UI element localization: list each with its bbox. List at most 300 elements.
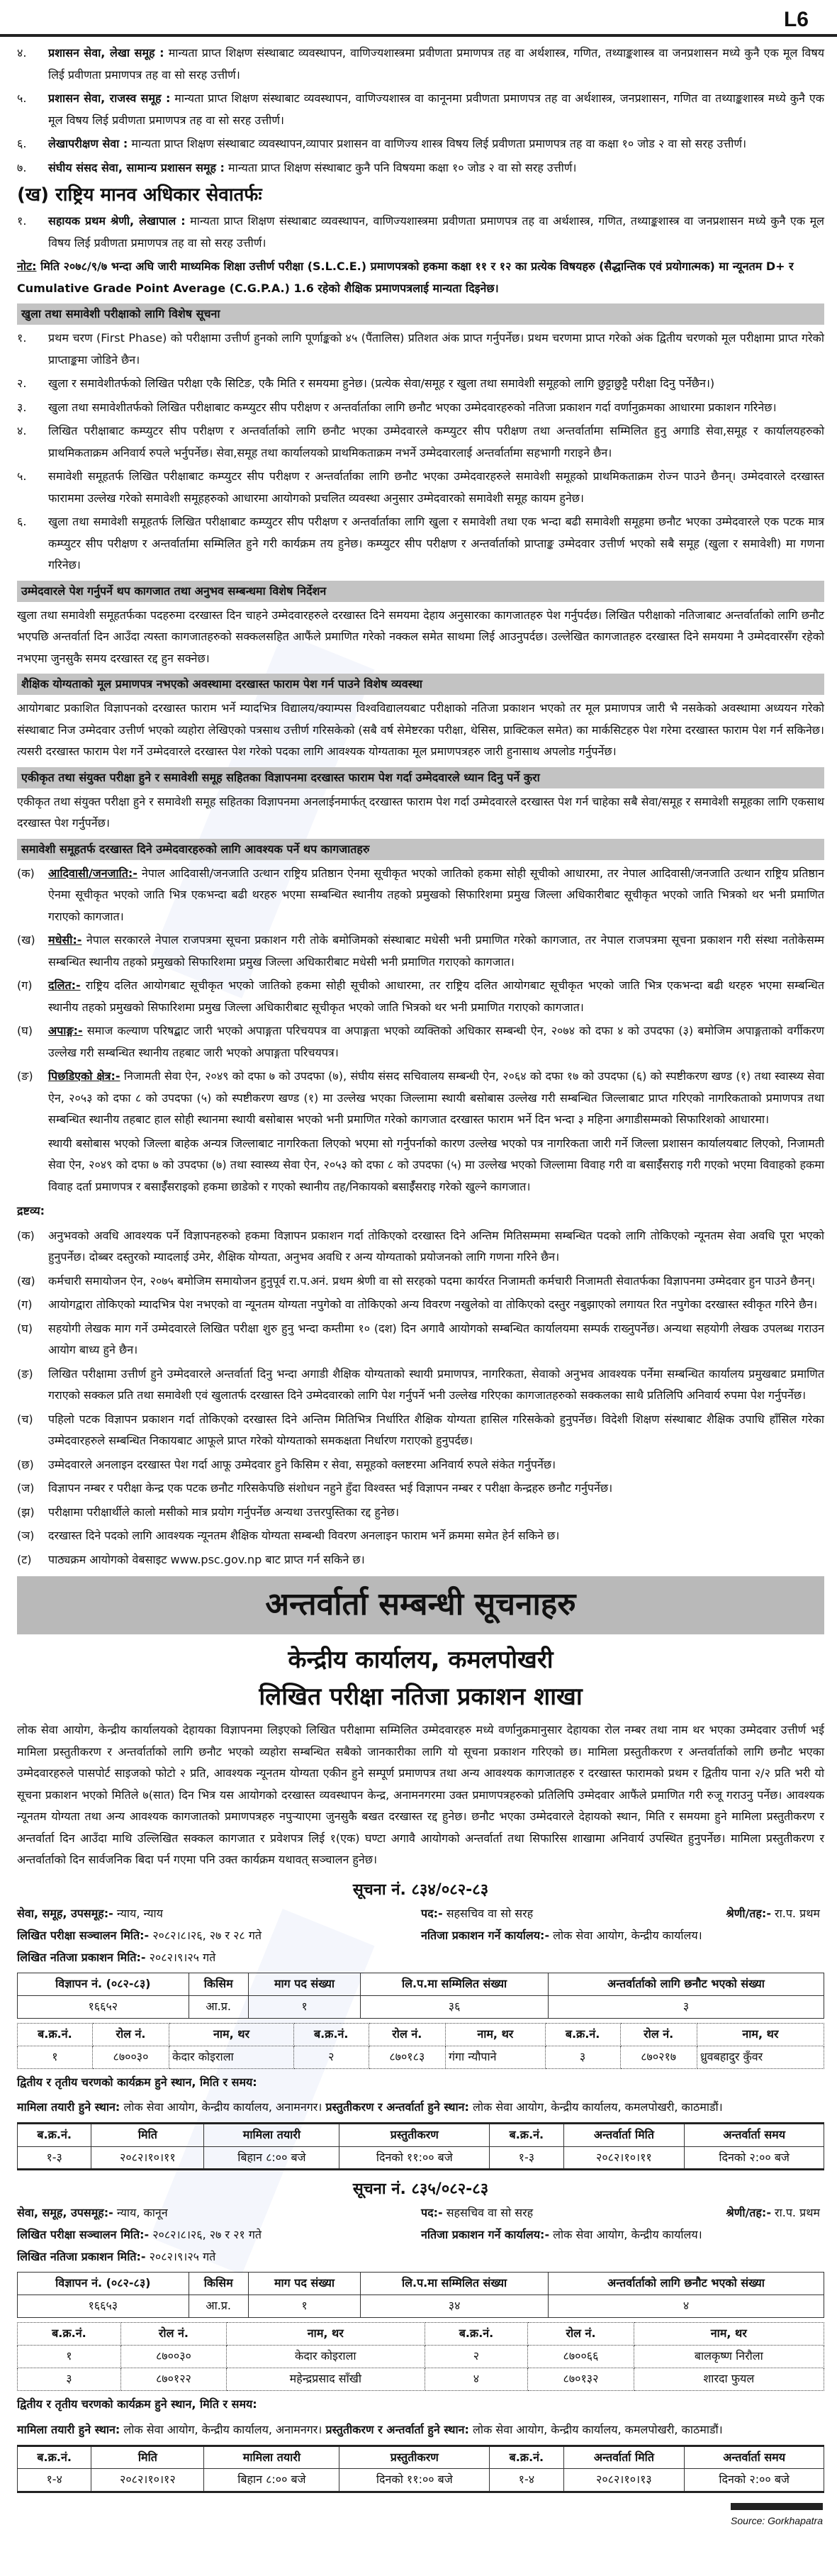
table-header-row [18, 2446, 824, 2469]
item-body: परीक्षामा परीक्षार्थीले कालो मसीको मात्र प्रयोग गर्नुपर्नेछ अन्यथा उत्तरपुस्तिका रद्द हुनेछ। [48, 1505, 400, 1519]
meta-label: सेवा, समूह, उपसमूह:- [17, 2206, 113, 2219]
section-bar: उम्मेदवारले पेश गर्नुपर्ने थप कागजात तथा अनुभव सम्बन्धमा विशेष निर्देशन [17, 581, 824, 602]
source-text: Source: Gorkhapatra [731, 2514, 823, 2526]
table-row [18, 2295, 824, 2318]
column-header: लि.प.मा सम्मिलित संख्या [361, 1973, 549, 1995]
candidates-table [17, 2023, 824, 2069]
paragraph: खुला तथा समावेशी समूहतर्फका पदहरुमा दरखास्त दिन चाहने उम्मेदवारहरुले दरखास्त दिने समयमा देहाय अनुसारका कागजातहरु पेश गर्नुपर्दछ। लिखित परीक्षाको नतिजाबाट अन्तर्वार्ताको लागि छनौट भएपछि अन्तर्वार्ता दिन आउँदा त्यस्ता कागजातहरुको सक्कलसहित आफैंले प्रमाणित गरेको नक्कल समेत साथमा लिई आउनुपर्दछ। उल्लेखित कागजातहरु दरखास्त दिने समयमा नै उम्मेदवारसँग रहेको नभएमा जुनसुकै समय दरखास्त रद्द हुन सक्नेछ। [17, 608, 824, 665]
table-cell: ३६ [361, 1995, 549, 2018]
item-text [48, 1318, 824, 1361]
item-number: ४. [17, 46, 27, 60]
schedule-table [17, 2122, 824, 2170]
table-cell: आ.प्र. [189, 1995, 248, 2018]
item-body: लिखित परीक्षामा उत्तीर्ण हुने उम्मेदवारले अन्तर्वार्ता दिनु भन्दा अगाडी शैक्षिक योग्यताको स्थायी प्रमाणपत्र, नागरिकता, सेवाको अनुभव आवश्यक पर्नेमा सम्बन्धित कार्यालय प्रमुखबाट प्रमाणित गराएको सक्कल प्रति तथा समावेशी एवं खुलातर्फ दरखास्त दिने उम्मेदवारको लागि पेश गर्नुपर्ने भनी उल्लेख गरिएका कागजातहरुको सक्कलका साथै प्रतिलिपि अनिवार्य रुपमा पेश गर्नुपर्नेछ। [48, 1366, 824, 1402]
item-text [48, 1364, 824, 1407]
column-header: रोल नं. [620, 2023, 697, 2046]
meta-field [17, 2224, 421, 2246]
list-item [17, 466, 824, 509]
venue-label: प्रस्तुतीकरण र अन्तर्वार्ता हुने स्थान: [325, 2100, 469, 2114]
source-credit [17, 2502, 824, 2527]
column-header: ब.क्र.नं. [18, 2323, 121, 2346]
table-cell: गंगा न्यौपाने [445, 2046, 545, 2068]
list-item [17, 397, 824, 419]
item-lead: प्रशासन सेवा, राजस्व समूह : [48, 91, 171, 105]
item-body: मान्यता प्राप्त शिक्षण संस्थाबाट व्यवस्थापन, वाणिज्यशास्त्रमा प्रवीणता प्रमाणपत्र तह वा अर्थशास्त्र, गणित, तथ्याङ्कशास्त्र वा जनप्रशासन मध्ये कुनै एक मूल विषय लिई प्रवीणता प्रमाणपत्र तह वा सो सरह उत्तीर्ण। [48, 214, 824, 250]
table-cell: २०८२।१०।११ [91, 2146, 204, 2170]
column-header: रोल नं. [120, 2323, 226, 2346]
remarks-heading: द्रष्टव्य: [17, 1204, 45, 1217]
item-text [48, 420, 824, 464]
table-cell: १-३ [18, 2146, 91, 2170]
column-header: मिति [91, 2446, 204, 2469]
item-text [48, 1549, 824, 1571]
special-notice-list [17, 328, 824, 576]
notices [17, 1878, 824, 2493]
table-cell: ४ [425, 2368, 528, 2391]
branch-heading: लिखित परीक्षा नतिजा प्रकाशन शाखा [259, 1683, 583, 1711]
list-item [17, 1549, 824, 1571]
item-body: मान्यता प्राप्त शिक्षण संस्थाबाट व्यवस्थापन, वाणिज्यशास्त्र वा कानूनमा प्रवीणता प्रमाणपत्र तह वा अर्थशास्त्र, जनप्रशासन, गणित वा तथ्याङ्कशास्त्र मध्ये कुनै एक मूल विषय लिई प्रवीणता प्रमाणपत्र तह वा सो सरह उत्तीर्ण। [48, 91, 825, 127]
venue-value: लोक सेवा आयोग, केन्द्रीय कार्यालय, अनामनगर। [120, 2100, 322, 2114]
meta-value: न्याय, कानून [113, 2206, 168, 2219]
column-header: अन्तर्वार्ता समय [685, 2124, 824, 2147]
item-number: १. [17, 214, 27, 228]
notice-block [17, 2178, 824, 2493]
meta-field [421, 1902, 704, 1924]
column-header: मामिला तयारी [204, 2124, 339, 2147]
item-body: लिखित परीक्षाबाट कम्प्युटर सीप परीक्षण र अन्तर्वार्ताको लागि छनौट भएका उम्मेदवारले कम्प्युटर सीप परीक्षण तथा अन्तर्वार्तामा सम्मिलित हुनु अगाडि सेवा,समूह र कार्यालयहरुको प्राथमिकताक्रम अनिवार्य रुपले भर्नुपर्नेछ। सेवा,समूह तथा कार्यालयको प्राथमिकताक्रम नभर्ने उम्मेदवारलाई अन्तर्वार्तामा सहभागी गराइने छैन। [48, 424, 824, 459]
venue-label: मामिला तयारी हुने स्थान: [17, 2422, 120, 2436]
column-header: प्रस्तुतीकरण [339, 2446, 490, 2469]
page-header [0, 0, 837, 37]
table-header-row [18, 2124, 824, 2147]
table-cell: ध्रुवबहादुर कुँवर [697, 2046, 824, 2068]
table-cell: १ [18, 2046, 93, 2068]
meta-label: श्रेणी/तह:- [726, 1906, 771, 1920]
source-bar [731, 2503, 823, 2510]
column-header: मिति [91, 2124, 204, 2147]
list-item [17, 1409, 824, 1452]
column-header: नाम, थर [697, 2023, 824, 2046]
item-body: अनुभवको अवधि आवश्यक पर्ने विज्ञापनहरुको हकमा विज्ञापन प्रकाशन गर्दा तोकिएको दरखास्त दिने अन्तिम मितिसम्ममा सम्बन्धित पदको लागि तोकिएको न्यूनतम सेवा अवधि पूरा भएको हुनुपर्नेछ। दोब्बर दस्तुरको म्यादलाई उमेर, शैक्षिक योग्यता, अनुभव अवधि र अन्य योग्यताको प्रयोजनको लागि गणना गरिने छैन। [48, 1228, 824, 1264]
table-cell: ३ [545, 2046, 620, 2068]
item-body: खुला र समावेशीतर्फको लिखित परीक्षा एकै सिटिङ, एकै मिति र समयमा हुनेछ। (प्रत्येक सेवा/समूह र खुला तथा समावेशी समूहको लागि छुट्टाछुट्टै परीक्षा दिनु पर्नेछैन।) [48, 377, 715, 390]
table-cell: २०८२।१०।१२ [91, 2469, 204, 2492]
item-lead: आदिवासी/जनजाति:- [48, 866, 137, 880]
column-header: ब.क्र.नं. [18, 2023, 93, 2046]
item-number: ६. [17, 137, 27, 150]
summary-table [17, 1973, 824, 2019]
venue-label: मामिला तयारी हुने स्थान: [17, 2100, 120, 2114]
item-text [48, 1294, 824, 1316]
item-text [48, 373, 824, 395]
table-cell: १६६५३ [18, 2295, 189, 2318]
list-item [17, 1294, 824, 1316]
list-item [17, 328, 824, 371]
item-number: १. [17, 331, 27, 345]
table-cell: १६६५२ [18, 1995, 189, 2018]
list-item [17, 1502, 824, 1524]
item-number: ६. [17, 515, 27, 528]
item-text [48, 511, 824, 576]
item-number: (च) [17, 1412, 33, 1426]
item-body: खुला तथा समावेशीतर्फको लिखित परीक्षाबाट कम्प्युटर सीप परीक्षण र अन्तर्वार्ताका लागि छनौट भएका उम्मेदवारहरुको नतिजा प्रकाशन गर्दा वर्णानुक्रमका आधारमा प्रकाशन गरिनेछ। [48, 400, 777, 414]
notice-title: सूचना नं. ८३४/०८२-८३ [352, 1880, 489, 1899]
item-body: समाज कल्याण परिषद्बाट जारी भएको अपाङ्गता परिचयपत्र वा अपाङ्गता भएको व्यक्तिको अधिकार सम्बन्धी ऐन, २०७४ को दफा ४ को उपदफा (३) बमोजिम अपाङ्गताको वर्गीकरण उल्लेख गरी सम्बन्धित स्थानीय तहबाट जारी भएको अपाङ्गता परिचयपत्र। [48, 1024, 824, 1059]
item-body: राष्ट्रिय दलित आयोगबाट सूचीकृत भएको जातिको हकमा सोही सूचीको आधारमा, तर राष्ट्रिय दलित आयोगबाट सूचीकृत भएको जाति भित्र एकभन्दा बढी थरहरु भएमा सम्बन्धित स्थानीय तहको प्रमुखको सिफारिशमा प्रमुख जिल्ला अधिकारीबाट सूचीकृत भएको जाति भित्रको थर भनी प्रमाणित गराएको कागजात। [48, 978, 824, 1014]
table-header-row [18, 2323, 824, 2346]
paragraph: एकीकृत तथा संयुक्त परीक्षा हुने र समावेशी समूह सहितका विज्ञापनमा अनलाईनमार्फत् दरखास्त फाराम पेश गर्दा उम्मेदवारले दरखास्त पेश गर्न चाहेका सबै सेवा/समूह र समावेशी समूहका लागि एकसाथ दरखास्त पेश गर्नुपर्नेछ। [17, 794, 824, 830]
meta-value: रा.प. प्रथम [770, 1906, 820, 1920]
item-text [48, 1020, 824, 1064]
notice-meta [17, 1902, 824, 1968]
item-number: (ट) [17, 1552, 32, 1566]
item-text [48, 1066, 824, 1131]
table-cell: २ [425, 2346, 528, 2368]
item-lead: पिछडिएको क्षेत्र:- [48, 1069, 120, 1083]
meta-label: पद:- [421, 1906, 443, 1920]
table-cell: २०८२।१०।११ [563, 2146, 685, 2170]
meta-label: नतिजा प्रकाशन गर्ने कार्यालय:- [421, 1928, 550, 1942]
table-cell: केदार कोइराला [169, 2046, 294, 2068]
item-text [48, 466, 824, 509]
column-header: ब.क्र.नं. [18, 2446, 91, 2469]
table-header-row [18, 1973, 824, 1995]
schedule-heading: द्वितीय र तृतीय चरणको कार्यक्रम हुने स्थान, मिति र समय: [17, 2075, 257, 2089]
table-cell: दिनको २:०० बजे [685, 2146, 824, 2170]
item-text [48, 1525, 824, 1547]
column-header: अन्तर्वार्ताको लागि छनौट भएको संख्या [548, 2273, 824, 2295]
note-label: नोट: [17, 260, 37, 273]
meta-value: २०८२।८।२६, २७ र २१ गते [149, 2228, 262, 2241]
meta-field [704, 2202, 824, 2224]
page-tag: L6 [783, 8, 809, 31]
column-header: नाम, थर [445, 2023, 545, 2046]
meta-field [704, 1902, 824, 1924]
meta-value: सहसचिव वा सो सरह [442, 2206, 534, 2219]
list-item [17, 863, 824, 928]
section-heading: (ख) राष्ट्रिय मानव अधिकार सेवातर्फः [17, 184, 262, 206]
column-header: प्रस्तुतीकरण [339, 2124, 490, 2147]
item-text [48, 930, 824, 973]
item-number: २. [17, 377, 27, 390]
item-body: समावेशी समूहतर्फ लिखित परीक्षाबाट कम्प्युटर सीप परीक्षण र अन्तर्वार्ताका लागि छनौट भएका उम्मेदवारहरुले समावेशी समूहको प्राथमिकताक्रम रोज्न पाउने छैनन्। उम्मेदवारले दरखास्त फाराममा उल्लेख गरेको समावेशी समूहहरुको आधारमा आयोगको प्रचलित व्यवस्था अनुसार उम्मेदवारको समावेशी समूह कायम हुनेछ। [48, 469, 824, 505]
item-number: (छ) [17, 1457, 34, 1471]
table-cell: शारदा फुयल [634, 2368, 824, 2391]
table-cell: १-४ [490, 2469, 563, 2492]
meta-field [17, 1946, 421, 1968]
item-number: (ङ) [17, 1366, 33, 1381]
list-item [17, 211, 824, 254]
table-cell: १ [248, 2295, 360, 2318]
item-body: सहयोगी लेखक माग गर्ने उम्मेदवारले लिखित परीक्षा शुरु हुनु भन्दा कम्तीमा १० (दश) दिन अगावै आयोगको सम्बन्धित कार्यालयमा सम्पर्क राख्नुपर्नेछ। अन्यथा सहयोगी लेखक उपलब्ध गराउन आयोग बाध्य हुने छैन। [48, 1321, 824, 1356]
item-body: मान्यता प्राप्त शिक्षण संस्थाबाट व्यवस्थापन, वाणिज्यशास्त्रमा प्रवीणता प्रमाणपत्र तह वा अर्थशास्त्र, गणित, तथ्याङ्कशास्त्र वा जनप्रशासन मध्ये कुनै एक मूल विषय लिई प्रवीणता प्रमाणपत्र तह वा सो सरह उत्तीर्ण। [48, 46, 824, 82]
item-text [48, 43, 824, 86]
item-text [48, 1454, 824, 1476]
list-item [17, 88, 824, 131]
table-cell: महेन्द्रप्रसाद साँखी [227, 2368, 425, 2391]
item-body: दरखास्त दिने पदको लागि आवश्यक न्यूनतम शैक्षिक योग्यता सम्बन्धी विवरण अनलाइन फाराम भर्ने क्रममा समेत हेर्न सकिने छ। [48, 1529, 560, 1542]
column-header: माग पद संख्या [248, 2273, 360, 2295]
table-cell: बालकृष्ण निरौला [634, 2346, 824, 2368]
item-text [48, 1478, 824, 1500]
column-header: अन्तर्वार्ता मिति [563, 2124, 685, 2147]
candidate-row [18, 2346, 824, 2368]
meta-value: २०८२।९।२५ गते [145, 1950, 216, 1964]
note [17, 256, 824, 299]
table-cell: ३४ [361, 2295, 549, 2318]
item-number: (ग) [17, 978, 33, 992]
item-body: मान्यता प्राप्त शिक्षण संस्थाबाट कुनै पनि विषयमा कक्षा १० जोड २ वा सो सरह उत्तीर्ण। [224, 160, 577, 174]
column-header: माग पद संख्या [248, 1973, 360, 1995]
meta-value: रा.प. प्रथम [770, 2206, 820, 2219]
list-item [17, 1020, 824, 1064]
meta-label: लिखित नतिजा प्रकाशन मिति:- [17, 2250, 146, 2263]
item-number: (घ) [17, 1321, 33, 1335]
meta-value: न्याय, न्याय [113, 1906, 163, 1920]
venue-line [17, 2419, 824, 2441]
venue-value: लोक सेवा आयोग, केन्द्रीय कार्यालय, कमलपोखरी, काठमाडौं। [468, 2100, 723, 2114]
section-bar: शैक्षिक योग्यताको मूल प्रमाणपत्र नभएको अवस्थामा दरखास्त फाराम पेश गर्न पाउने विशेष व्यवस्था [17, 674, 824, 695]
column-header: रोल नं. [528, 2323, 634, 2346]
item-body: खुला तथा समावेशी समूहतर्फ लिखित परीक्षाबाट कम्प्युटर सीप परीक्षण र अन्तर्वार्ताका लागि खुला र समावेशी तथा एक भन्दा बढी समावेशी समूहमा छनौट भएका उम्मेदवारले एक पटक मात्र कम्प्युटर सीप परीक्षण र अन्तर्वार्तामा सम्मिलित हुने गरी कार्यक्रम तय हुनेछ। कम्प्युटर सीप परीक्षण र अन्तर्वार्ताको प्राप्ताङ्क उम्मेदवार उत्तीर्ण भएको सबै समूह (खुला र समावेशी) मा गणना गरिनेछ। [48, 515, 824, 571]
table-cell: दिनको २:०० बजे [685, 2469, 824, 2492]
table-cell: बिहान ८:०० बजे [204, 2469, 339, 2492]
table-row [18, 2469, 824, 2492]
remarks-list [17, 1225, 824, 1571]
venue-value: लोक सेवा आयोग, केन्द्रीय कार्यालय, कमलपोखरी, काठमाडौं। [468, 2422, 723, 2436]
list-item [17, 157, 824, 179]
item-body: पहिलो पटक विज्ञापन प्रकाशन गर्दा तोकिएको दरखास्त दिने अन्तिम मितिभित्र निर्धारित शैक्षिक योग्यता हासिल गरिसकेको हुनुपर्नेछ। विदेशी शिक्षण संस्थाबाट शैक्षिक उपाधि हाँसिल गरेका उम्मेदवारहरुले सम्बन्धित निकायबाट आफूले प्राप्त गरेको योग्यताको समकक्षता निर्धारण गराएको हुनुपर्दछ। [48, 1412, 824, 1447]
meta-label: पद:- [421, 2206, 443, 2219]
candidates-table [17, 2322, 824, 2391]
table-header-row [18, 2023, 824, 2046]
qualification-list [17, 211, 824, 254]
item-text [48, 157, 824, 179]
item-body: विज्ञापन नम्बर र परीक्षा केन्द्र एक पटक छनौट गरिसकेपछि संशोधन नहुने हुँदा विश्वस्त भई विज्ञापन नम्बर र परीक्षा केन्द्रहरु छनौट गर्नुपर्नेछ। [48, 1481, 613, 1495]
list-item [17, 1478, 824, 1500]
table-cell: ८७००३० [120, 2346, 226, 2368]
meta-field [17, 2202, 421, 2224]
list-item [17, 1318, 824, 1361]
notice-title: सूचना नं. ८३५/०८२-८३ [352, 2180, 489, 2198]
meta-label: श्रेणी/तह:- [726, 2206, 771, 2219]
table-cell: ८७०१८३ [369, 2046, 445, 2068]
section-bar: एकीकृत तथा संयुक्त परीक्षा हुने र समावेशी समूह सहितका विज्ञापनमा दरखास्त फाराम पेश गर्दा उम्मेदवारले ध्यान दिनु पर्ने कुरा [17, 767, 824, 788]
table-cell: बिहान ८:०० बजे [204, 2146, 339, 2170]
interview-banner: अन्तर्वार्ता सम्बन्धी सूचनाहरु [17, 1576, 824, 1634]
item-lead: मधेसी:- [48, 933, 82, 947]
item-number: ४. [17, 424, 27, 437]
section-bar: समावेशी समूहतर्फ दरखास्त दिने उम्मेदवारहरुको लागि आवश्यक पर्ने थप कागजातहरु [17, 839, 824, 860]
item-lead: सहायक प्रथम श्रेणी, लेखापाल : [48, 214, 186, 228]
meta-value: लोक सेवा आयोग, केन्द्रीय कार्यालय। [549, 2228, 702, 2241]
item-number: (ङ) [17, 1069, 33, 1083]
list-item [17, 1066, 824, 1131]
item-text [48, 397, 824, 419]
qualification-list [17, 43, 824, 179]
section-bar: खुला तथा समावेशी परीक्षाको लागि विशेष सूचना [17, 303, 824, 325]
column-header: नाम, थर [634, 2323, 824, 2346]
column-header: विज्ञापन नं. (०८२-८३) [18, 2273, 189, 2295]
schedule-heading: द्वितीय र तृतीय चरणको कार्यक्रम हुने स्थान, मिति र समय: [17, 2397, 257, 2411]
table-cell: २०८२।१०।१३ [563, 2469, 685, 2492]
column-header: ब.क्र.नं. [293, 2023, 369, 2046]
column-header: लि.प.मा सम्मिलित संख्या [361, 2273, 549, 2295]
office-heading: केन्द्रीय कार्यालय, कमलपोखरी [288, 1646, 554, 1674]
column-header: ब.क्र.नं. [545, 2023, 620, 2046]
item-text [48, 211, 824, 254]
table-row [18, 2146, 824, 2170]
meta-field [17, 2246, 421, 2268]
venue-label: प्रस्तुतीकरण र अन्तर्वार्ता हुने स्थान: [325, 2422, 469, 2436]
list-item [17, 1454, 824, 1476]
list-item [17, 133, 824, 155]
list-item [17, 511, 824, 576]
item-number: ३. [17, 400, 27, 414]
table-cell: ८७०१२२ [120, 2368, 226, 2391]
item-body: मान्यता प्राप्त शिक्षण संस्थाबाट व्यवस्थापन,व्यापार प्रशासन वा वाणिज्य शास्त्र विषय लिई प्रवीणता प्रमाणपत्र तह वा कक्षा १० जोड २ वा सो सरह उत्तीर्ण। [128, 137, 747, 150]
column-header: अन्तर्वार्ता मिति [563, 2446, 685, 2469]
table-cell: ३ [18, 2368, 121, 2391]
table-cell: १ [248, 1995, 360, 2018]
item-text [48, 1225, 824, 1269]
item-body: नेपाल सरकारले नेपाल राजपत्रमा सूचना प्रकाशन गरी तोके बमोजिमको संस्थाबाट मधेसी भनी प्रमाणित गरेको कागजात, तर नेपाल राजपत्रमा सूचना प्रकाशन गरी संस्था नतोकेसम्म सम्बन्धित स्थानीय तहको प्रमुखको सिफारिशमा प्रमुख जिल्ला अधिकारीबाट मधेसी भनी प्रमाणित गराएको कागजात। [48, 933, 824, 969]
item-number: (घ) [17, 1024, 33, 1037]
item-number: (क) [17, 866, 35, 880]
notice-block [17, 1878, 824, 2171]
list-item [17, 1225, 824, 1269]
item-text [48, 328, 824, 371]
table-cell: ४ [548, 2295, 824, 2318]
meta-value: लोक सेवा आयोग, केन्द्रीय कार्यालय। [549, 1928, 702, 1942]
meta-field [17, 1902, 421, 1924]
column-header: ब.क्र.नं. [18, 2124, 91, 2147]
list-item [17, 373, 824, 395]
item-lead: संघीय संसद सेवा, सामान्य प्रशासन समूह : [48, 160, 225, 174]
item-text [48, 1409, 824, 1452]
meta-value: सहसचिव वा सो सरह [442, 1906, 534, 1920]
item-body: निजामती सेवा ऐन, २०४९ को दफा ७ को उपदफा (७), संघीय संसद सचिवालय सम्बन्धी ऐन, २०६४ को दफा १७ को उपदफा (६) को स्पष्टीकरण खण्ड (१) तथा स्वास्थ्य सेवा ऐन, २०५३ को दफा ८ को उपदफा (५) को स्पष्टीकरण खण्ड (१) मा उल्लेख भएका जिल्लामा स्थायी बसोबास उल्लेख गरी सम्बन्धित जिल्लाबाट प्राप्त गरिएको नागरिकताको प्रमाणपत्र तथा सम्बन्धित स्थानीय तहबाट हाल सोही स्थानमा स्थायी बसोबास भएको भनी प्रमाणित गरेको कागजात दरखास्त फाराम भर्ने दिन भन्दा ३ महिना अगाडीसम्मको सिफारिशको आधारमा। [48, 1069, 824, 1126]
table-cell: १-४ [18, 2469, 91, 2492]
notice-meta [17, 2202, 824, 2268]
item-number: (ज) [17, 1481, 35, 1495]
meta-label: नतिजा प्रकाशन गर्ने कार्यालय:- [421, 2228, 550, 2241]
candidate-row [18, 2368, 824, 2391]
schedule-table [17, 2445, 824, 2493]
item-number: ५. [17, 469, 27, 483]
list-item [17, 43, 824, 86]
table-cell: केदार कोइराला [227, 2346, 425, 2368]
column-header: किसिम [189, 2273, 248, 2295]
item-text [48, 863, 824, 928]
meta-field [17, 1924, 421, 1946]
table-cell: ८७०२१७ [620, 2046, 697, 2068]
meta-label: लिखित नतिजा प्रकाशन मिति:- [17, 1950, 146, 1964]
table-cell: ३ [548, 1995, 824, 2018]
item-number: ५. [17, 91, 27, 105]
meta-label: लिखित परीक्षा सञ्चालन मिति:- [17, 1928, 150, 1942]
list-item [17, 975, 824, 1018]
column-header: नाम, थर [169, 2023, 294, 2046]
candidate-row [18, 2046, 824, 2068]
meta-value: २०८२।८।२६, २७ र २८ गते [149, 1928, 262, 1942]
column-header: विज्ञापन नं. (०८२-८३) [18, 1973, 189, 1995]
paragraph: स्थायी बसोबास भएको जिल्ला बाहेक अन्यत्र जिल्लाबाट नागरिकता लिएको भएमा सो गर्नुपर्नाको कारण उल्लेख भएको पत्र नागरिकता जारी गर्ने जिल्ला प्रशासन कार्यालयबाट लिएको, निजामती सेवा ऐन, २०४९ को दफा ७ को उपदफा (७) तथा स्वास्थ्य सेवा ऐन, २०५३ को दफा ८ को उपदफा (५) मा उल्लेख भएको जिल्लामा विवाह गरी वा बसाईँसराइ गरी गएको भएमा विवाहको हकमा विवाह दर्ता प्रमाणपत्र र बसाईँसराइको हकमा छाडेको र गएको स्थानीय तह/निकायको बसाईँसराइ गरेको खुल्ने कागजात। [48, 1136, 824, 1193]
table-cell: दिनको ११:०० बजे [339, 2469, 490, 2492]
table-header-row [18, 2273, 824, 2295]
item-number: (ख) [17, 1273, 35, 1288]
meta-value: २०८२।९।२५ गते [145, 2250, 216, 2263]
column-header: ब.क्र.नं. [425, 2323, 528, 2346]
column-header: ब.क्र.नं. [490, 2124, 563, 2147]
item-lead: अपाङ्ग:- [48, 1024, 83, 1037]
paragraph: आयोगबाट प्रकाशित विज्ञापनको दरखास्त फाराम भर्ने म्यादभित्र विद्यालय/क्याम्पस विश्वविद्यालयबाट परीक्षाको नतिजा प्रकाशन भएको तर मूल प्रमाणपत्र जारी भै नसकेको अवस्थामा अध्ययन गरेको संस्थाबाट निज उम्मेदवार उत्तीर्ण भएको व्यहोरा लेखिएको पत्रसाथ उत्तीर्ण गरिसकेको (सबै वर्ष सेमेष्टरका परीक्षा, थेसिस, प्राक्टिकल समेत) का मार्कसिटहरु पेश गरेमा दरखास्त फाराम पेश गर्न सकिनेछ। त्यसरी दरखास्त फाराम पेश गर्ने उम्मेदवारले दरखास्त पेश गरेको पदका लागि आवश्यक योग्यताका मूल प्रमाणपत्रहरु जारी हुनासाथ अपलोड गर्नुपर्नेछ। [17, 701, 824, 758]
table-cell: ८७००६६ [528, 2346, 634, 2368]
item-lead: लेखापरीक्षण सेवा : [48, 137, 128, 150]
table-cell: १-३ [490, 2146, 563, 2170]
table-cell: ८७०१३२ [528, 2368, 634, 2391]
item-lead: प्रशासन सेवा, लेखा समूह : [48, 46, 164, 60]
column-header: अन्तर्वार्ताको लागि छनौट भएको संख्या [548, 1973, 824, 1995]
note-text: मिति २०७८/९/७ भन्दा अघि जारी माध्यमिक शिक्षा उत्तीर्ण परीक्षा (S.L.C.E.) प्रमाणपत्रको हकमा कक्षा ११ र १२ का प्रत्येक विषयहरु (सैद्धान्तिक एवं प्रयोगात्मक) मा न्यूनतम D+ र Cumulative Grade Point Average (C.G.P.A.) 1.6 रहेको शैक्षिक प्रमाणपत्रलाई मान्यता दिइनेछ। [17, 260, 794, 295]
item-text [48, 1271, 824, 1293]
meta-field [421, 1924, 824, 1946]
item-body: आयोगद्वारा तोकिएको म्यादभित्र पेश नभएको वा न्यूनतम योग्यता नपुगेको वा तोकिएको अन्य विवरण नखुलेको वा तोकिएको दस्तुर नबुझाएको लगायत रित नपुगेका दरखास्त स्वीकृत गरिने छैन। [48, 1298, 818, 1311]
summary-table [17, 2272, 824, 2318]
venue-line [17, 2096, 824, 2118]
column-header: नाम, थर [227, 2323, 425, 2346]
item-number: (क) [17, 1228, 35, 1242]
table-row [18, 1995, 824, 2018]
meta-label: सेवा, समूह, उपसमूह:- [17, 1906, 113, 1920]
meta-field [421, 2224, 824, 2246]
column-header: किसिम [189, 1973, 248, 1995]
item-number: (झ) [17, 1505, 35, 1519]
list-item [17, 1271, 824, 1293]
item-number: (ख) [17, 933, 35, 947]
inclusive-docs-list [17, 863, 824, 1131]
column-header: अन्तर्वार्ता समय [685, 2446, 824, 2469]
item-body: उम्मेदवारले अनलाइन दरखास्त पेश गर्दा आफू उम्मेदवार हुने किसिम र सेवा, समूहको क्लष्टरमा अनिवार्य रुपले संकेत गर्नुपर्नेछ। [48, 1457, 556, 1471]
item-text [48, 975, 824, 1018]
list-item [17, 420, 824, 464]
item-number: (ञ) [17, 1529, 35, 1542]
item-text [48, 1502, 824, 1524]
column-header: रोल नं. [369, 2023, 445, 2046]
table-cell: आ.प्र. [189, 2295, 248, 2318]
list-item [17, 1364, 824, 1407]
meta-label: लिखित परीक्षा सञ्चालन मिति:- [17, 2228, 150, 2241]
table-cell: ८७००३० [92, 2046, 169, 2068]
list-item [17, 930, 824, 973]
list-item [17, 1525, 824, 1547]
column-header: रोल नं. [92, 2023, 169, 2046]
table-cell: १ [18, 2346, 121, 2368]
table-cell: दिनको ११:०० बजे [339, 2146, 490, 2170]
venue-value: लोक सेवा आयोग, केन्द्रीय कार्यालय, अनामनगर। [120, 2422, 322, 2436]
item-body: प्रथम चरण (First Phase) को परीक्षामा उत्तीर्ण हुनको लागि पूर्णाङ्कको ४५ (पैंतालिस) प्रतिशत अंक प्राप्त गर्नुपर्नेछ। प्रथम चरणमा प्राप्त गरेको अंक द्वितीय चरणको मूल परीक्षामा प्राप्त गरेको प्राप्ताङ्कमा जोडिने छैन। [48, 331, 824, 367]
meta-field [421, 2202, 704, 2224]
item-text [48, 133, 824, 155]
intro-paragraph: लोक सेवा आयोग, केन्द्रीय कार्यालयको देहायका विज्ञापनमा लिइएको लिखित परीक्षामा सम्मिलित उम्मेदवारहरु मध्ये वर्णानुक्रमानुसार देहायका रोल नम्बर तथा नाम थर भएका उम्मेदवार उत्तीर्ण भई मामिला प्रस्तुतीकरण र अन्तर्वार्ताको लागि छनौट भएको व्यहोरा सम्बन्धित सबैको जानकारीका लागि यो सूचना प्रकाशन गरिएको छ। मामिला प्रस्तुतीकरण र अन्तर्वार्ताको लागि छनौट भएका उम्मेदवारहरुले पासपोर्ट साइजको फोटो २ प्रति, आवश्यक न्यूनतम योग्यता एकीन हुने सम्पूर्ण प्रमाणपत्र तथा अन्य आवश्यक कागजातहरु र दरखास्त फारामको प्रथम र द्वितीय पाना २/२ प्रति भरी यो सूचना प्रकाशन भएको मितिले ७(सात) दिन भित्र यस आयोगको दरखास्त व्यवस्थापन केन्द्र, अनामनगरमा उक्त प्रमाणपत्रहरुको प्रतिलिपि उम्मेदवार आफैंले प्रमाणित गरी रुजू गराउनु पर्नेछ। आवश्यक न्यूनतम योग्यता तथा अन्य आवश्यक कागजातको प्रमाणपत्रहरु नपुऱ्याएमा जुनसुकै बखत दरखास्त रद्द हुनेछ। छनौट भएका उम्मेदवारले देहायको स्थान, मिति र समयमा हुने मामिला प्रस्तुतीकरण र अन्तर्वार्ता दिन आउँदा माथि उल्लिखित सक्कल कागजात र प्रवेशपत्र लिई १(एक) घण्टा अगावै आयोगको अन्तर्वार्ता तथा सिफारिस शाखामा अनिवार्य उपस्थित हुनुपर्नेछ। मामिला प्रस्तुतीकरण र अन्तर्वार्ताको दिन सार्वजनिक बिदा पर्न गएमा पनि उक्त कार्यक्रम यथावत् सञ्चालन हुनेछ। [17, 1723, 824, 1866]
column-header: ब.क्र.नं. [490, 2446, 563, 2469]
item-text [48, 88, 824, 131]
column-header: मामिला तयारी [204, 2446, 339, 2469]
item-number: (ग) [17, 1298, 33, 1311]
item-body: नेपाल आदिवासी/जनजाति उत्थान राष्ट्रिय प्रतिष्ठान ऐनमा सूचीकृत भएको जातिको हकमा सोही सूचीको आधारमा, तर नेपाल आदिवासी/जनजाति उत्थान राष्ट्रिय प्रतिष्ठान ऐनमा सूचीकृत भएको जाति भित्र एकभन्दा बढी थरहरु भएमा सम्बन्धित स्थानीय तहको प्रमुखको सिफारिशमा प्रमुख जिल्ला अधिकारीबाट सूचीकृत भएको जाति भित्रको थर भनी प्रमाणित गराएको कागजात। [48, 866, 824, 923]
item-lead: दलित:- [48, 978, 81, 992]
